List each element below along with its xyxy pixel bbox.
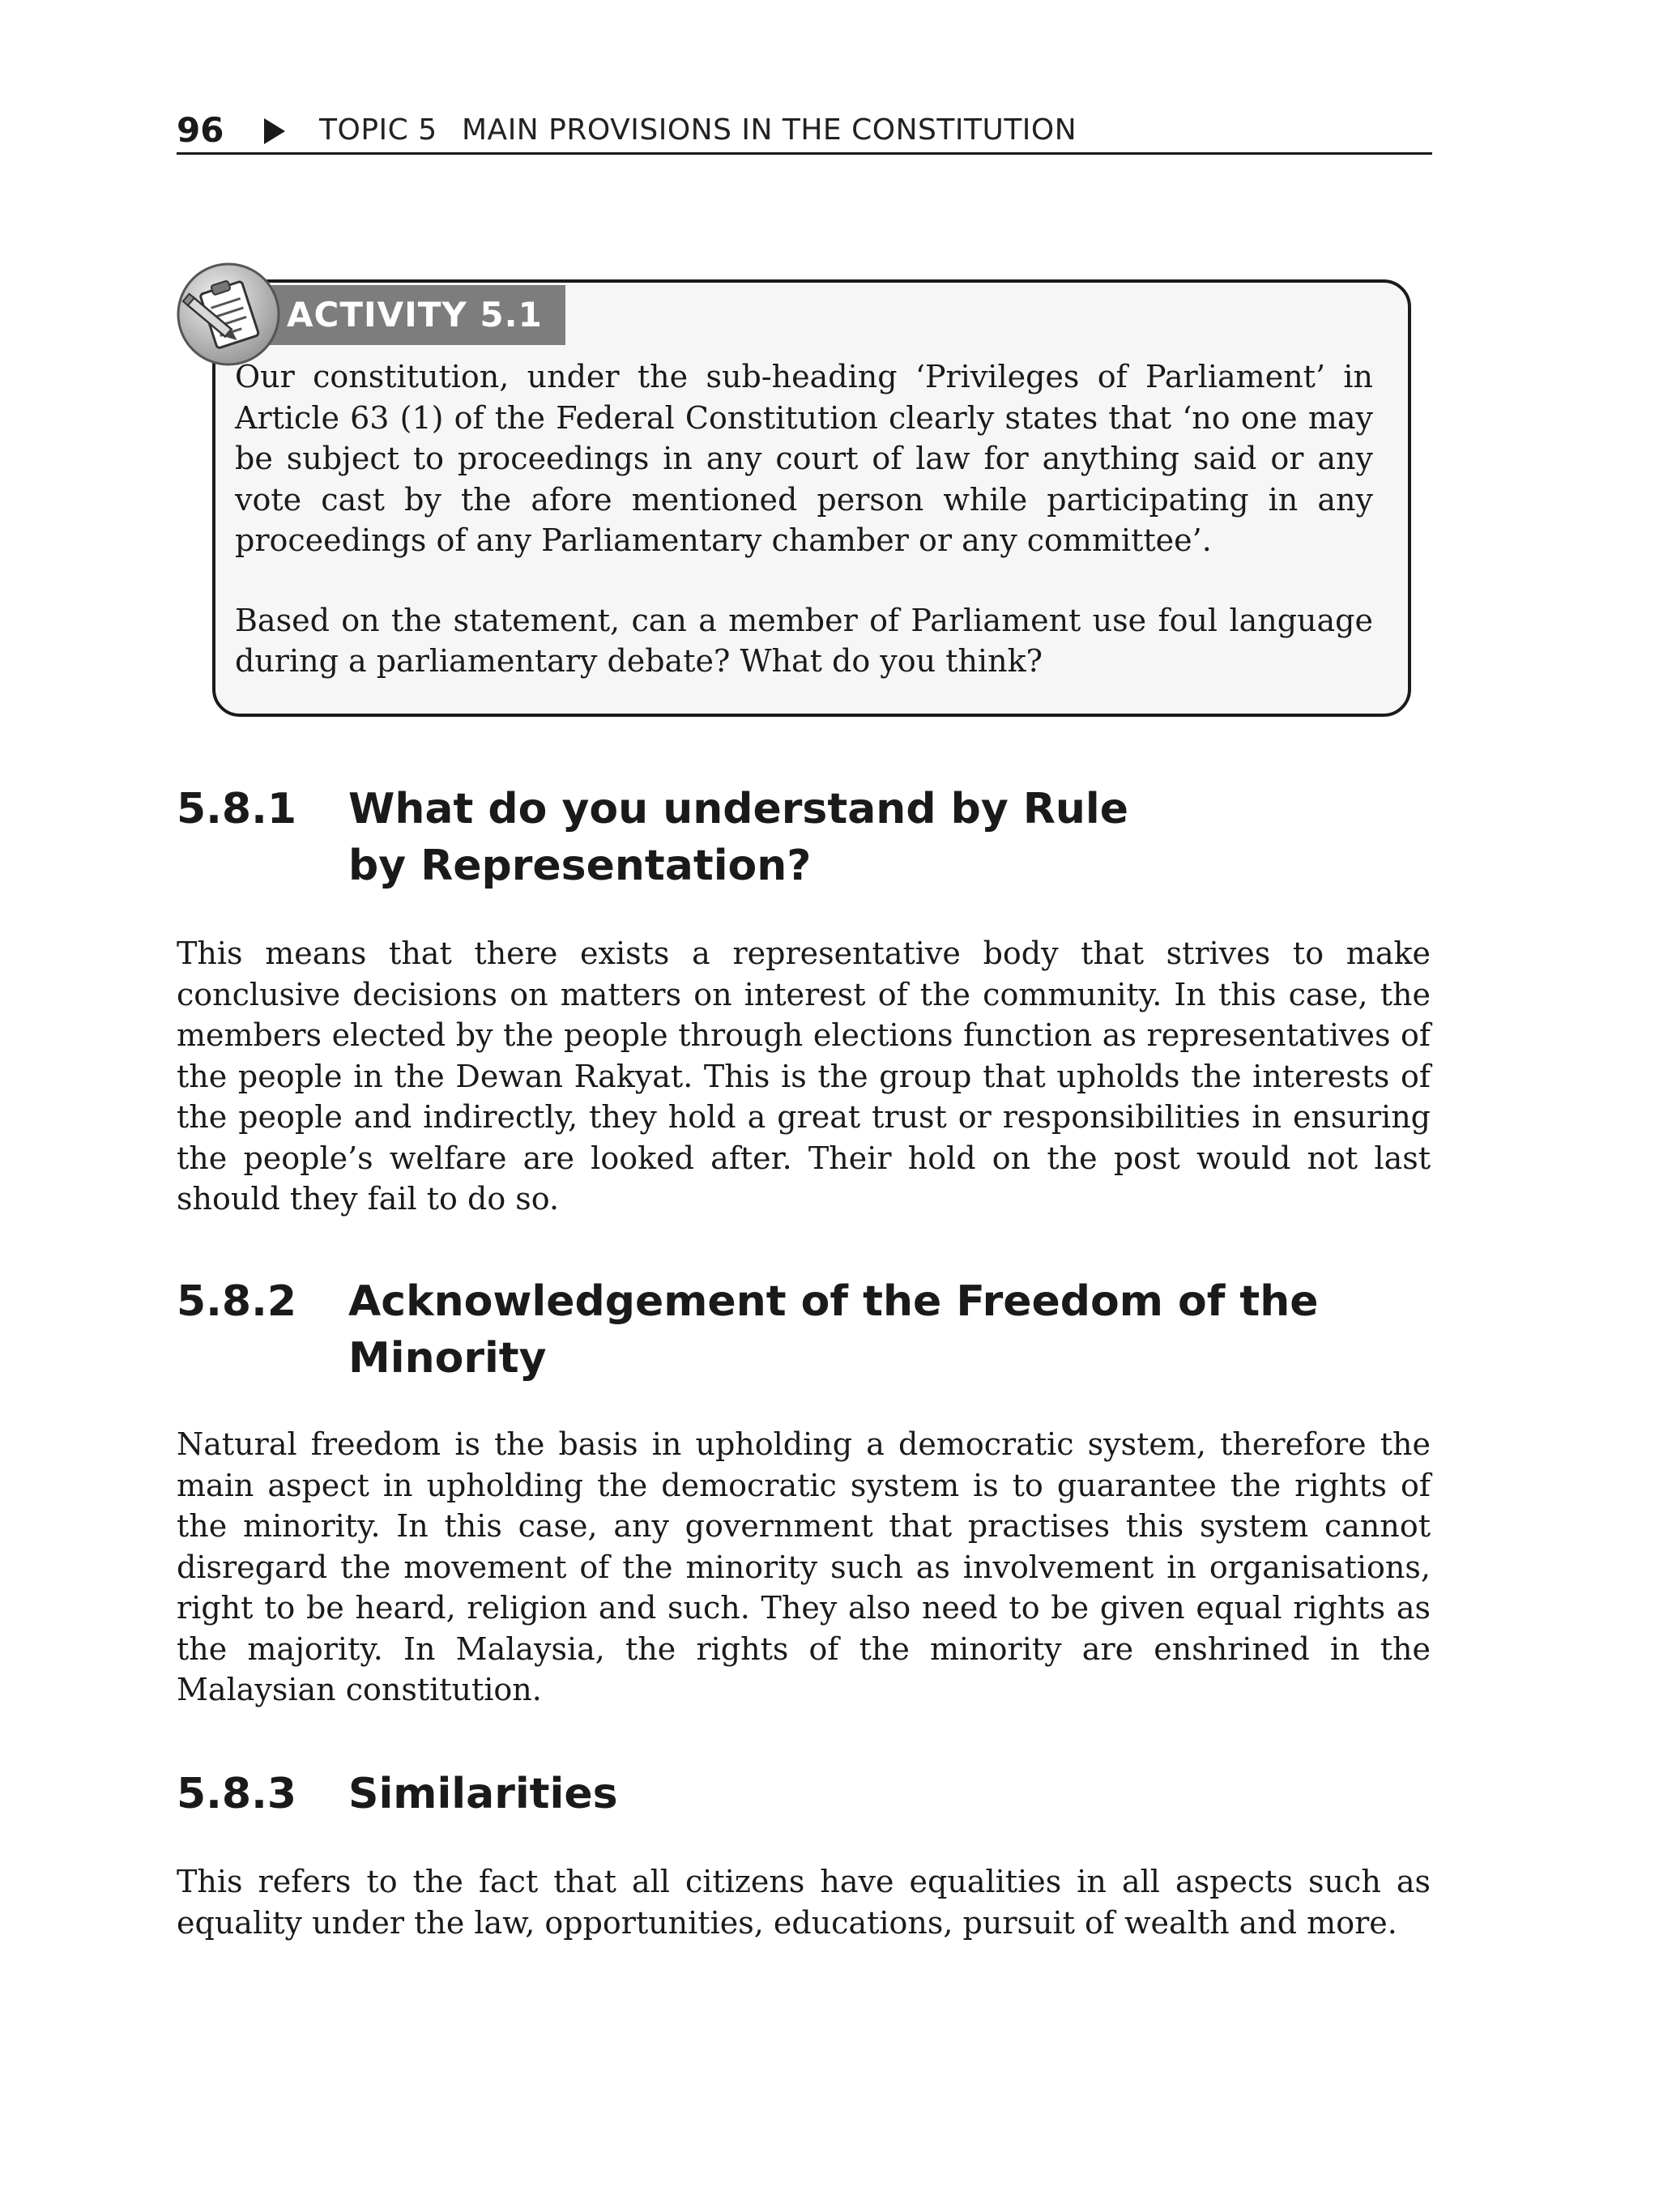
section-title: Acknowledgement of the Freedom of the Minority (348, 1277, 1319, 1383)
activity-paragraph-1: Our constitution, under the sub-heading ‘Privileges of Parliament’ in Article 63 (1) of the Federal Constitution clearly states that ‘no one may be subject to proceedings in any court of law for anything said or any vote cast by the afore mentioned person while participating in any proceedings of any Parliamentary chamber or any committee’. (235, 359, 1373, 558)
clipboard-pencil-icon (175, 261, 282, 368)
section-heading-5-8-1 (177, 781, 1392, 894)
page-number: 96 (177, 110, 224, 150)
section-body-5-8-2: Natural freedom is the basis in upholding a democratic system, therefore the main aspect in upholding the democratic system is to guarantee the rights of the minority. In this case, any government that practises this system cannot disregard the movement of the minority such as involvement in organisations, right to be heard, religion and such. They also need to be given equal rights as the majority. In Malaysia, the rights of the minority are enshrined in the Malaysian constitution. (177, 1426, 1431, 1707)
header-title: MAIN PROVISIONS IN THE CONSTITUTION (462, 113, 1077, 147)
triangle-right-icon (264, 118, 285, 144)
section-number: 5.8.3 (177, 1770, 297, 1818)
section-body-5-8-1: This means that there exists a representative body that strives to make conclusive decisions on matters on interest of the community. In this case, the members elected by the people through elections function as representatives of the people in the Dewan Rakyat. This is the group that upholds the interests of the people and indirectly, they hold a great trust or responsibilities in ensuring the people’s welfare are looked after. Their hold on the post would not last should they fail to do so. (177, 936, 1431, 1217)
running-header (177, 107, 1432, 155)
section-title: What do you understand by Rule by Representation? (348, 785, 1129, 890)
activity-text (235, 356, 1373, 721)
section-body-5-8-3: This refers to the fact that all citizens have equalities in all aspects such as equality under the law, opportunities, educations, pursuit of wealth and more. (177, 1864, 1431, 1941)
section-number: 5.8.2 (177, 1277, 297, 1326)
activity-label: ACTIVITY 5.1 (259, 285, 565, 345)
section-title: Similarities (348, 1770, 618, 1818)
section-heading-5-8-2 (177, 1273, 1392, 1387)
activity-paragraph-2: Based on the statement, can a member of Parliament use foul language during a parliamentary debate? What do you think? (235, 602, 1373, 679)
section-heading-5-8-3 (177, 1766, 1392, 1822)
section-number: 5.8.1 (177, 785, 297, 833)
header-topic: TOPIC 5 (319, 113, 437, 147)
